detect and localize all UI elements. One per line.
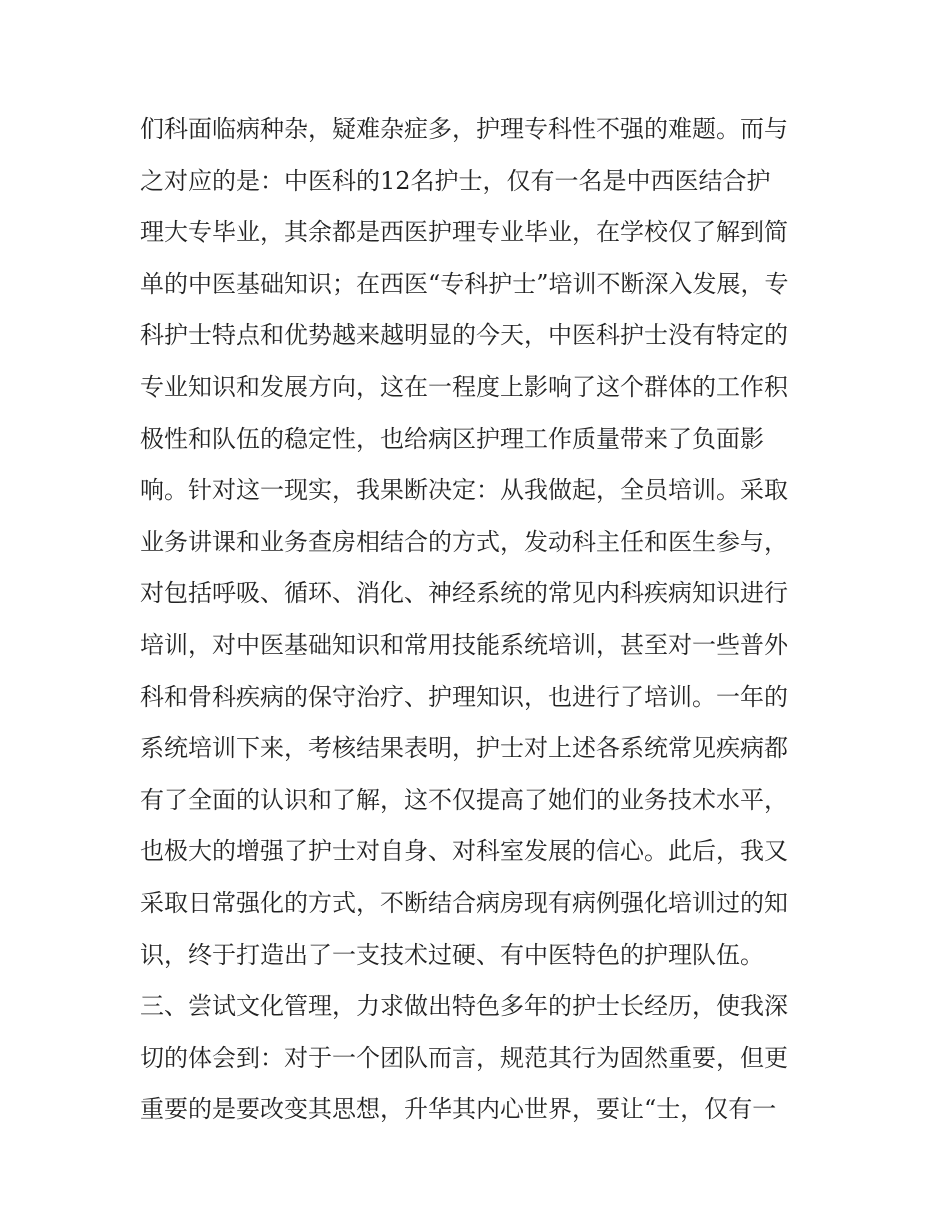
text-line: 采取日常强化的方式，不断结合病房现有病例强化培训过的知 [140, 888, 788, 917]
text-line: 科护士特点和优势越来越明显的今天，中医科护士没有特定的 [140, 321, 788, 350]
text-line: 们科面临病种杂，疑难杂症多，护理专科性不强的难题。而与 [140, 115, 788, 143]
text-line: 单的中医基础知识；在西医“专科护士”培训不断深入发展，专 [140, 269, 789, 298]
text-line: 科和骨科疾病的保守治疗、护理知识，也进行了培训。一年的 [140, 682, 788, 711]
text-line: 极性和队伍的稳定性，也给病区护理工作质量带来了负面影 [140, 424, 764, 453]
text-line: 业务讲课和业务查房相结合的方式，发动科主任和医生参与， [140, 527, 788, 556]
text-line: 切的体会到：对于一个团队而言，规范其行为固然重要，但更 [140, 1043, 788, 1072]
text-line: 重要的是要改变其思想，升华其内心世界，要让“士，仅有一 [140, 1095, 777, 1124]
body-text [140, 104, 820, 1136]
text-line: 之对应的是：中医科的12名护士，仅有一名是中西医结合护 [140, 166, 771, 195]
text-line: 也极大的增强了护士对自身、对科室发展的信心。此后，我又 [140, 837, 788, 866]
text-line: 系统培训下来，考核结果表明，护士对上述各系统常见疾病都 [140, 734, 788, 763]
text-line: 识，终于打造出了一支技术过硬、有中医特色的护理队伍。 [140, 940, 764, 969]
text-line: 理大专毕业，其余都是西医护理专业毕业，在学校仅了解到简 [140, 218, 788, 247]
text-line: 专业知识和发展方向，这在一程度上影响了这个群体的工作积 [140, 372, 788, 401]
section-heading-line: 三、尝试文化管理，力求做出特色多年的护士长经历，使我深 [140, 992, 788, 1021]
text-line: 响。针对这一现实，我果断决定：从我做起，全员培训。采取 [140, 476, 788, 505]
text-line: 培训，对中医基础知识和常用技能系统培训，甚至对一些普外 [140, 630, 788, 659]
text-line: 有了全面的认识和了解，这不仅提高了她们的业务技术水平， [140, 785, 788, 814]
text-line: 对包括呼吸、循环、消化、神经系统的常见内科疾病知识进行 [140, 579, 788, 608]
